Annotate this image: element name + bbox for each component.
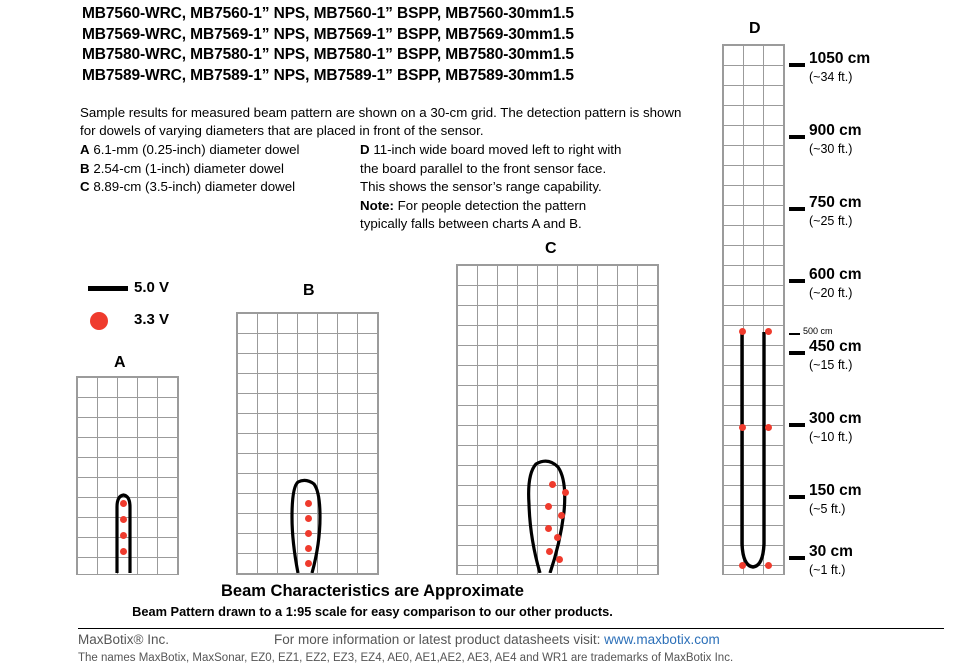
key-text-a: 6.1-mm (0.25-inch) diameter dowel: [93, 142, 300, 157]
scale-label-8: 30 cm: [809, 543, 853, 560]
footer-info-text: For more information or latest product datasheets visit:: [274, 632, 601, 647]
key-text-d-line3: This shows the sensor’s range capability.: [360, 179, 602, 194]
footer-divider: [78, 628, 944, 629]
chart-label-d: D: [749, 20, 761, 37]
scale-tick-8: [789, 556, 805, 560]
key-list-right: [360, 141, 700, 234]
scale-tick-500: [789, 333, 800, 335]
key-letter-b: B: [80, 160, 90, 176]
key-note-label: Note:: [360, 197, 394, 213]
key-item-d: [360, 141, 700, 160]
chart-label-b: B: [303, 282, 315, 299]
scale-label-5: 450 cm: [809, 338, 862, 355]
title-line-3: MB7580-WRC, MB7580-1” NPS, MB7580-1” BSPP, MB7580-30mm1.5: [82, 46, 574, 63]
chart-grid-c: [456, 264, 659, 575]
key-text-d-line1: 11-inch wide board moved left to right with: [373, 142, 622, 157]
beam-dot-b-2: [305, 515, 312, 522]
beam-dot-b-4: [305, 545, 312, 552]
scale-label-2: 900 cm: [809, 122, 862, 139]
beam-dot-d-2: [765, 328, 772, 335]
scale-label-7: 150 cm: [809, 482, 862, 499]
title-line-1: MB7560-WRC, MB7560-1” NPS, MB7560-1” BSPP, MB7560-30mm1.5: [82, 5, 574, 22]
beam-dot-d-1: [739, 328, 746, 335]
scale-tick-4: [789, 279, 805, 283]
beam-dot-c-1: [549, 481, 556, 488]
key-letter-c: C: [80, 179, 90, 194]
legend-label-33v: 3.3 V: [134, 311, 170, 328]
key-text-d-line2: the board parallel to the front sensor face.: [360, 160, 607, 176]
beam-dot-c-4: [558, 512, 565, 519]
beam-dot-c-3: [545, 503, 552, 510]
caption-scale: Beam Pattern drawn to a 1:95 scale for easy comparison to our other products.: [132, 604, 613, 619]
chart-grid-d: [722, 44, 785, 575]
key-item-a: [80, 141, 360, 160]
beam-dot-b-1: [305, 500, 312, 507]
caption-approximate: Beam Characteristics are Approximate: [221, 582, 524, 600]
scale-tick-1: [789, 63, 805, 67]
key-item-b: [80, 160, 360, 179]
scale-sub-7: (~5 ft.): [809, 502, 846, 516]
key-list-left: [80, 141, 360, 197]
beam-dot-c-7: [546, 548, 553, 555]
scale-tick-6: [789, 423, 805, 427]
scale-sub-6: (~10 ft.): [809, 430, 853, 444]
scale-tick-2: [789, 135, 805, 139]
beam-dot-d-4: [765, 424, 772, 431]
legend-label-5v: 5.0 V: [134, 279, 170, 296]
product-title-block: [82, 4, 574, 86]
beam-dot-b-5: [305, 560, 312, 567]
scale-tick-7: [789, 495, 805, 499]
chart-label-c: C: [545, 240, 557, 257]
chart-grid-a: [76, 376, 179, 575]
scale-tick-5: [789, 351, 805, 355]
key-letter-d: D: [360, 142, 370, 157]
footer-website-link[interactable]: www.maxbotix.com: [604, 632, 720, 647]
beam-dot-c-6: [554, 534, 561, 541]
legend-dot-swatch: [90, 312, 108, 330]
beam-dot-a-4: [120, 548, 127, 555]
key-note-line2: typically falls between charts A and B.: [360, 216, 582, 231]
key-note: [360, 197, 700, 216]
beam-dot-a-3: [120, 532, 127, 539]
scale-label-500: 500 cm: [803, 326, 833, 336]
key-note-line1: For people detection the pattern: [393, 197, 587, 213]
scale-sub-2: (~30 ft.): [809, 142, 853, 156]
scale-sub-3: (~25 ft.): [809, 214, 853, 228]
beam-dot-c-5: [545, 525, 552, 532]
title-line-4: MB7589-WRC, MB7589-1” NPS, MB7589-1” BSPP, MB7589-30mm1.5: [82, 66, 574, 84]
key-text-c: 8.89-cm (3.5-inch) diameter dowel: [93, 179, 296, 194]
beam-dot-d-5: [739, 562, 746, 569]
scale-sub-1: (~34 ft.): [809, 70, 853, 84]
scale-label-3: 750 cm: [809, 194, 862, 211]
beam-dot-b-3: [305, 530, 312, 537]
scale-label-4: 600 cm: [809, 266, 862, 283]
key-text-b: 2.54-cm (1-inch) diameter dowel: [93, 160, 284, 176]
footer-trademark: The names MaxBotix, MaxSonar, EZ0, EZ1, EZ2, EZ3, EZ4, AE0, AE1,AE2, AE3, AE4 and WR1 are trademarks of MaxBotix Inc.: [78, 652, 734, 664]
scale-sub-5: (~15 ft.): [809, 358, 853, 372]
key-letter-a: A: [80, 142, 90, 157]
beam-dot-c-8: [556, 556, 563, 563]
title-line-2: MB7569-WRC, MB7569-1” NPS, MB7569-1” BSPP, MB7569-30mm1.5: [82, 25, 574, 43]
footer-company: MaxBotix® Inc.: [78, 632, 169, 647]
intro-paragraph: Sample results for measured beam pattern are shown on a 30-cm grid. The detection pattern is shown for dowels of varying diameters that are placed in front of the sensor.: [80, 105, 682, 138]
legend-bar-swatch: [88, 286, 128, 291]
beam-dot-d-6: [765, 562, 772, 569]
chart-label-a: A: [114, 354, 126, 371]
key-item-c: [80, 178, 360, 197]
scale-sub-4: (~20 ft.): [809, 286, 853, 300]
beam-dot-a-2: [120, 516, 127, 523]
scale-label-1: 1050 cm: [809, 50, 871, 67]
beam-dot-d-3: [739, 424, 746, 431]
scale-label-6: 300 cm: [809, 410, 862, 427]
footer-info: [274, 632, 720, 647]
scale-sub-8: (~1 ft.): [809, 563, 846, 577]
scale-tick-3: [789, 207, 805, 211]
beam-dot-c-2: [562, 489, 569, 496]
beam-dot-a-1: [120, 500, 127, 507]
